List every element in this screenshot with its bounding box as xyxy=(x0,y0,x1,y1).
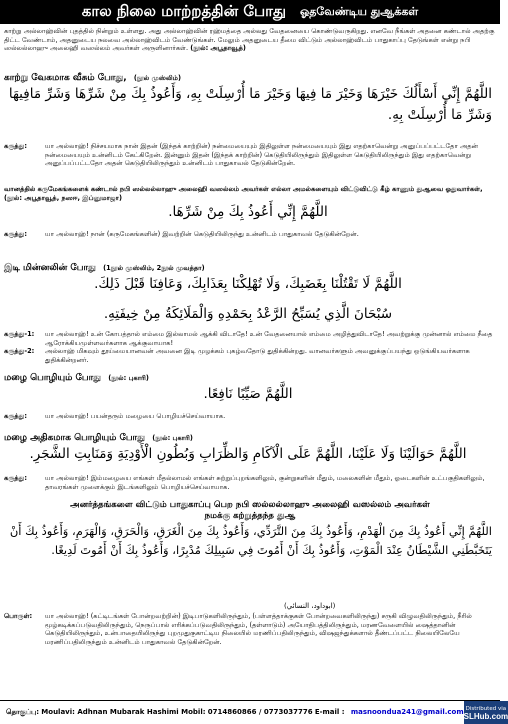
footer-contact-label: தொகுப்பு: xyxy=(6,708,40,716)
thunder-meaning-1-text: யா அல்லாஹ்! உன் கோபத்தால் எம்மை இல்லாமல் ஆக்கி விடாதே! உன் வேதனையால் எம்மை அழித்துவிடாதே! அவற்றுக்கு முன்னால் எம்மை நீதை ஆரோக்கியமுள்ளவர்களாக ஆக்குவாயாக! xyxy=(45,330,493,347)
heavy-rain-meaning-text: யா அல்லாஹ்! இம்மழையை எங்கள் மீதல்லாமல் எங்கள் சுற்றுப்புறங்களிலும், குன்றுகளின் மீதும், மலைகளின் மீதும், ஓடைகளின் உட்பகுதிகளிலும், தாவரங்கள் முளைக்கும் இடங்களிலும் பொழியச்செய்வாயாக. xyxy=(45,474,485,491)
wind-meaning xyxy=(4,142,496,168)
clouds-meaning-label: கருத்து: xyxy=(4,230,27,239)
footer xyxy=(0,700,508,724)
heavy-rain-dua-arabic: اللَّهُمَّ حَوَالَيْنَا وَلَا عَلَيْنَا، اللَّهُمَّ عَلَى الْآكَامِ وَالظِّرَابِ وَبُطُونِ الْأَوْدِيَةِ وَمَنَابِتِ الشَّجَرِ. xyxy=(29,446,467,462)
thunder-dua-2-arabic: سُبْحَانَ الَّذِي يُسَبِّحُ الرَّعْدُ بِحَمْدِهِ وَالْمَلَائِكَةُ مِنْ خِيفَتِهِ. xyxy=(103,306,393,322)
wind-section xyxy=(4,72,496,168)
footer-email-label: E-mail : xyxy=(314,708,345,716)
rain-dua-arabic: اللَّهُمَّ صَيِّبًا نَافِعًا. xyxy=(203,386,293,402)
wind-meaning-text: யா அல்லாஹ்! நிச்சயமாக நான் இதன் (இந்தக் காற்றின்) நன்மையையும் இதிலுள்ள நன்மையையும் இது எதற்காவென்று அனுப்பப்பட்டதோ அதன் நன்மையையும் உன்னிடம் கேட்கிறேன். இன்னும் இதன் (இந்தக் காற்றின்) கெடுதியிலிருந்தும் இதிலுள்ள கெடுதியிலிருந்தும் இது எதற்காவென்று அனுப்பப்பட்டதோ அதன் கெடுதியிலிருந்தும் உன்னிடம் பாதுகாவல் தேடுகின்றேன். xyxy=(45,142,479,168)
rain-section xyxy=(4,372,496,421)
thunder-meaning-1-label: கருத்து-1: xyxy=(4,330,35,338)
footer-email-link[interactable]: masnoondua241@gmail.com xyxy=(350,708,464,716)
disasters-reference: (ابوداود، النسائي) xyxy=(284,602,336,610)
heavy-rain-meaning-label: கருத்து: xyxy=(4,474,27,482)
thunder-heading-text: இடி மின்னலின் போது xyxy=(4,263,96,273)
page-subtitle: ஓதவேண்டிய துஆக்கள் xyxy=(300,4,419,18)
wind-meaning-label: கருத்து: xyxy=(4,142,27,150)
heavy-rain-heading xyxy=(4,432,496,444)
clouds-meaning xyxy=(4,230,496,239)
logo-text: SLHub.com xyxy=(463,711,508,721)
slhub-logo[interactable] xyxy=(464,701,508,724)
heavy-rain-source: (நூல்: புகாரி) xyxy=(152,434,193,442)
thunder-source: (1நூல் முஸ்லிம், 2நூல் முவத்தா) xyxy=(103,264,205,272)
intro-text: காற்று அல்லாஹ்வின் புதத்தில் நின்றும் உள்ளது. அது அல்லாஹ்வின் ரஹ்மத்தை அல்லது வேதனையை கொண்டுவருகிறது. எனவே நீங்கள் அதனை கண்டால் அதற்கு திட்ட வேண்டாம், அதனுடைய நலவை அல்லாஹ்விடம் வேண்டுங்கள். மேலும் அதனுடைய தீமை விட்டும் அல்லாஹ்விடம் பாதுகாப்பு தேடுங்கள் என்று நபி ஸல்லல்லாஹு அலைஹி வஸல்லம் அவர்கள் அருளினார்கள். xyxy=(4,27,495,53)
disasters-dua-arabic: اللَّهُمَّ إِنِّي أَعُوذُ بِكَ مِنَ الْهَدْمِ، وَأَعُوذُ بِكَ مِنَ التَّرَدِّي، وَأَعُوذُ بِكَ مِنَ الْغَرَقِ، وَالْحَرَقِ، وَالْهَرَمِ، وَأَعُوذُ بِكَ أَنْ يَتَخَبَّطَنِي الشَّيْطَانُ عِنْدَ الْمَوْتِ، وَأَعُوذُ بِكَ أَنْ أَمُوتَ فِي سَبِيلِكَ مُدْبِرًا، وَأَعُوذُ بِكَ أَنْ أَمُوتَ لَدِيغًا. xyxy=(9,524,492,557)
clouds-note: வானத்தில் கருமேகங்களைக் கண்டால் நபி ஸல்லல்லாஹு அலைஹி வஸல்லம் அவர்கள் எல்லா அமல்களையும் விட்டுவிட்டு கீழ் காணும் துஆவை ஓதுவார்கள், (நூல்: அபூதாவூத், நஸஈ, இப்னுமாஜா) xyxy=(4,185,483,202)
wind-heading xyxy=(4,72,496,84)
disasters-section xyxy=(4,500,496,646)
disasters-meaning-label: பொருள்: xyxy=(4,612,33,620)
footer-contact-name: Moulavi: Adhnan Mubarak Hashimi Mobil: xyxy=(41,708,206,716)
rain-meaning-text: யா அல்லாஹ்! பயன்தரும் மழையை பொழியச்செய்வாயாக. xyxy=(45,412,226,420)
disasters-meaning-text: யா அல்லாஹ்! (கட்டிடங்கள் போன்றவற்றின்) இடிபாடுகளிலிருந்தும், (பள்ளத்தாக்குகள் போன்றவைகளிலிருந்து) சருகி விழுவதிலிருந்தும், நீரில் மூழ்கடிக்கப்படுவதிலிருந்தும், நெருப்பால் எரிக்கப்படுவதிலிருந்தும், (தள்ளாடும்) அயோதிபத்திலிருந்தும், மரணவேளையில் ஷைத்தானின் கெடுதியிலிருந்தும், உன்பாதையிலிருந்து புறமுதுகுகாட்டிய நிலையில் மரணிப்பதிலிருந்தும், விஷஜந்துக்களால் தீண்டப்பட்ட நிலையிலேயே மரணிப்பதிலிருந்தும் உன்னிடம் பாதுகாவல் தேடுகின்றேன். xyxy=(45,612,472,646)
wind-source: (நூல் முஸ்லிம்) xyxy=(133,74,182,82)
page-title: கால நிலை மாற்றத்தின் போது xyxy=(81,2,286,20)
heavy-rain-section xyxy=(4,432,496,491)
rain-meaning-label: கருத்து: xyxy=(4,412,27,420)
logo-distributed-label: Distributed via xyxy=(465,705,507,712)
thunder-meaning-2-label: கருத்து-2: xyxy=(4,347,35,356)
wind-heading-text: காற்று வேகமாக வீசும் போது, xyxy=(4,73,127,83)
intro-source: (நூல்: அபூதாவூத்) xyxy=(190,44,246,53)
thunder-meaning-1 xyxy=(4,330,496,347)
thunder-meaning-2-text: அல்லாஹ் மிகவும் தூய்மையானவன் அவனை இடி முழக்கம் புகழ்வதோடு துதிக்கின்றது. வானவர்களும் அவனுக்குப்பயந்து ஒடுங்கியவர்களாக துதிக்கின்றனர். xyxy=(45,347,470,364)
footer-contact xyxy=(0,708,464,717)
clouds-section xyxy=(4,185,496,239)
intro-paragraph xyxy=(4,27,496,53)
heavy-rain-meaning xyxy=(4,474,496,491)
thunder-meaning-2 xyxy=(4,347,496,364)
rain-heading-text: மழை பொழியும் போது xyxy=(4,373,102,383)
clouds-dua-arabic: اللَّهُمَّ إِنِّي أَعُوذُ بِكَ مِنْ شَرِّهَا. xyxy=(168,204,328,221)
rain-heading xyxy=(4,372,496,384)
wind-dua-arabic: اللَّهُمَّ إِنِّي أَسْأَلُكَ خَيْرَهَا وَخَيْرَ مَا فِيهَا وَخَيْرَ مَا أُرْسِلَتْ بِهِ، وَأَعُوذُ بِكَ مِنْ شَرِّهَا وَشَرِّ مَافِيهَا وَشَرِّ مَا أُرْسِلَتْ بِهِ. xyxy=(8,86,492,123)
thunder-section xyxy=(4,262,496,364)
rain-source: (நூல்: புகாரி) xyxy=(108,374,149,382)
disasters-heading-1: அனர்த்தங்களை விட்டும் பாதுகாப்பு பெற நபி ஸல்லல்லாஹு அலைஹி வஸல்லம் அவர்கள் xyxy=(70,500,430,510)
title-bar xyxy=(0,0,500,24)
disasters-meaning xyxy=(4,612,496,646)
rain-meaning xyxy=(4,412,496,421)
clouds-meaning-text: யா அல்லாஹ்! நான் (கருமேகங்களின்) இவற்றின் கெடுதியிலிருந்து உன்னிடம் பாதுகாவல் தேடுகின்றேன். xyxy=(45,230,359,239)
heavy-rain-heading-text: மழை அதிகமாக பொழியும் போது xyxy=(4,433,146,443)
footer-phones: 0714860866 / 0773037776 xyxy=(207,708,313,716)
thunder-heading xyxy=(4,262,496,274)
thunder-dua-1-arabic: اللَّهُمَّ لَا تَقْتُلْنَا بِغَضَبِكَ، وَلَا تُهْلِكْنَا بِعَذَابِكَ، وَعَافِنَا قَبْلَ ذَلِكَ. xyxy=(94,276,402,292)
disasters-heading-2: நமக்கு கற்றுத்தந்த துஆ xyxy=(204,511,296,521)
